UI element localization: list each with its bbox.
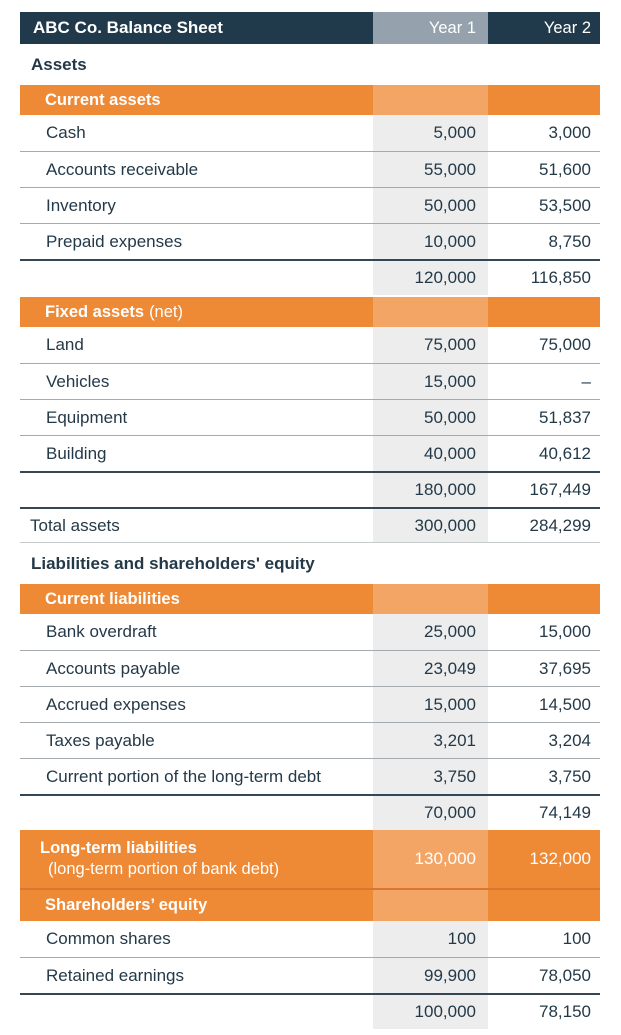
subtotal-year1: 70,000	[373, 796, 488, 830]
group-header-year1-cell	[373, 85, 488, 115]
row-label: Equipment	[46, 407, 128, 427]
row-label: Cash	[46, 123, 86, 142]
row-label: Accounts payable	[46, 658, 181, 678]
row-label: Retained earnings	[46, 965, 184, 985]
group-row-longterm-liabilities	[20, 830, 600, 888]
table-row	[20, 187, 600, 223]
row-value-year1: 50,000	[373, 188, 488, 223]
section-heading-liabilities: Liabilities and shareholders' equity	[31, 553, 315, 573]
row-value-year2: 40,612	[488, 436, 600, 471]
longterm-subtitle: (long-term portion of bank debt)	[48, 860, 280, 878]
row-value-year2: 37,695	[488, 651, 600, 686]
row-label: Accounts receivable	[46, 159, 199, 179]
table-row	[20, 614, 600, 650]
balance-sheet	[20, 12, 600, 1029]
column-header-year1: Year 1	[373, 12, 488, 44]
group-header-fixed-assets	[20, 297, 600, 327]
subtotal-row-current-liabilities	[20, 794, 600, 830]
table-row	[20, 223, 600, 259]
subtotal-year2: 74,149	[488, 796, 600, 830]
table-header	[20, 12, 600, 44]
group-title-text: Fixed assets	[45, 302, 145, 321]
row-value-year1: 15,000	[373, 364, 488, 399]
row-value-year2: 8,750	[488, 224, 600, 259]
total-year2: 284,299	[488, 509, 600, 542]
row-label	[20, 995, 373, 1029]
total-year1: 300,000	[373, 509, 488, 542]
group-header-current-liabilities	[20, 584, 600, 614]
row-value-year1: 25,000	[373, 614, 488, 650]
subtotal-year2: 78,150	[488, 995, 600, 1029]
row-value-year1: 40,000	[373, 436, 488, 471]
row-value-year2: 3,000	[488, 115, 600, 151]
group-title: Current assets	[20, 85, 373, 115]
row-label	[20, 796, 373, 830]
row-label: Current portion of the long-term debt	[46, 766, 321, 786]
subtotal-year2: 116,850	[488, 261, 600, 295]
total-assets-row	[20, 507, 600, 543]
row-value-year1: 3,750	[373, 759, 488, 794]
table-row	[20, 957, 600, 993]
row-value-year2: 53,500	[488, 188, 600, 223]
subtotal-year1: 100,000	[373, 995, 488, 1029]
group-header-year1-cell	[373, 890, 488, 921]
longterm-value-year1: 130,000	[373, 830, 488, 888]
table-row	[20, 115, 600, 151]
group-title	[20, 297, 373, 327]
subtotal-year2: 167,449	[488, 473, 600, 507]
row-value-year1: 23,049	[373, 651, 488, 686]
subtotal-row-current-assets	[20, 259, 600, 295]
row-label: Accrued expenses	[46, 694, 186, 714]
table-row	[20, 758, 600, 794]
row-value-year2: 15,000	[488, 614, 600, 650]
subtotal-year1: 180,000	[373, 473, 488, 507]
longterm-title: Long-term liabilities	[40, 838, 197, 857]
table-row	[20, 151, 600, 187]
section-heading-assets: Assets	[31, 54, 87, 74]
row-value-year2: –	[488, 364, 600, 399]
row-value-year2: 78,050	[488, 958, 600, 993]
row-label: Taxes payable	[46, 730, 155, 750]
row-value-year2: 100	[488, 921, 600, 957]
group-title: Current liabilities	[20, 584, 373, 614]
row-value-year1: 99,900	[373, 958, 488, 993]
balance-sheet-title: ABC Co. Balance Sheet	[20, 12, 373, 44]
row-label	[20, 473, 373, 507]
row-label: Inventory	[46, 195, 116, 215]
row-label: Bank overdraft	[46, 622, 157, 641]
subtotal-row-fixed-assets	[20, 471, 600, 507]
group-header-year2-cell	[488, 297, 600, 327]
group-header-year1-cell	[373, 584, 488, 614]
row-value-year2: 51,600	[488, 152, 600, 187]
row-value-year2: 3,204	[488, 723, 600, 758]
table-row	[20, 327, 600, 363]
row-value-year1: 55,000	[373, 152, 488, 187]
row-label: Vehicles	[46, 371, 110, 391]
subtotal-row-shareholders-equity	[20, 993, 600, 1029]
table-row	[20, 921, 600, 957]
longterm-value-year2: 132,000	[488, 830, 600, 888]
group-header-year1-cell	[373, 297, 488, 327]
row-value-year1: 15,000	[373, 687, 488, 722]
row-label: Total assets	[30, 515, 120, 535]
row-value-year1: 50,000	[373, 400, 488, 435]
group-title-suffix: (net)	[149, 302, 183, 321]
row-value-year1: 5,000	[373, 115, 488, 151]
row-value-year2: 3,750	[488, 759, 600, 794]
row-label: Land	[46, 335, 84, 354]
table-row	[20, 363, 600, 399]
table-row	[20, 686, 600, 722]
group-header-current-assets	[20, 85, 600, 115]
group-header-year2-cell	[488, 85, 600, 115]
table-row	[20, 650, 600, 686]
group-title: Shareholders’ equity	[20, 890, 373, 921]
row-value-year2: 75,000	[488, 327, 600, 363]
row-label: Prepaid expenses	[46, 231, 183, 251]
row-value-year1: 3,201	[373, 723, 488, 758]
row-value-year1: 10,000	[373, 224, 488, 259]
row-value-year2: 51,837	[488, 400, 600, 435]
row-label: Common shares	[46, 929, 171, 948]
group-title	[20, 830, 373, 888]
subtotal-year1: 120,000	[373, 261, 488, 295]
table-row	[20, 722, 600, 758]
row-value-year1: 75,000	[373, 327, 488, 363]
row-label	[20, 261, 373, 295]
row-value-year2: 14,500	[488, 687, 600, 722]
table-row	[20, 435, 600, 471]
group-header-year2-cell	[488, 890, 600, 921]
group-header-year2-cell	[488, 584, 600, 614]
table-row	[20, 399, 600, 435]
column-header-year2: Year 2	[488, 12, 600, 44]
group-header-shareholders-equity	[20, 888, 600, 921]
row-label: Building	[46, 443, 107, 463]
row-value-year1: 100	[373, 921, 488, 957]
